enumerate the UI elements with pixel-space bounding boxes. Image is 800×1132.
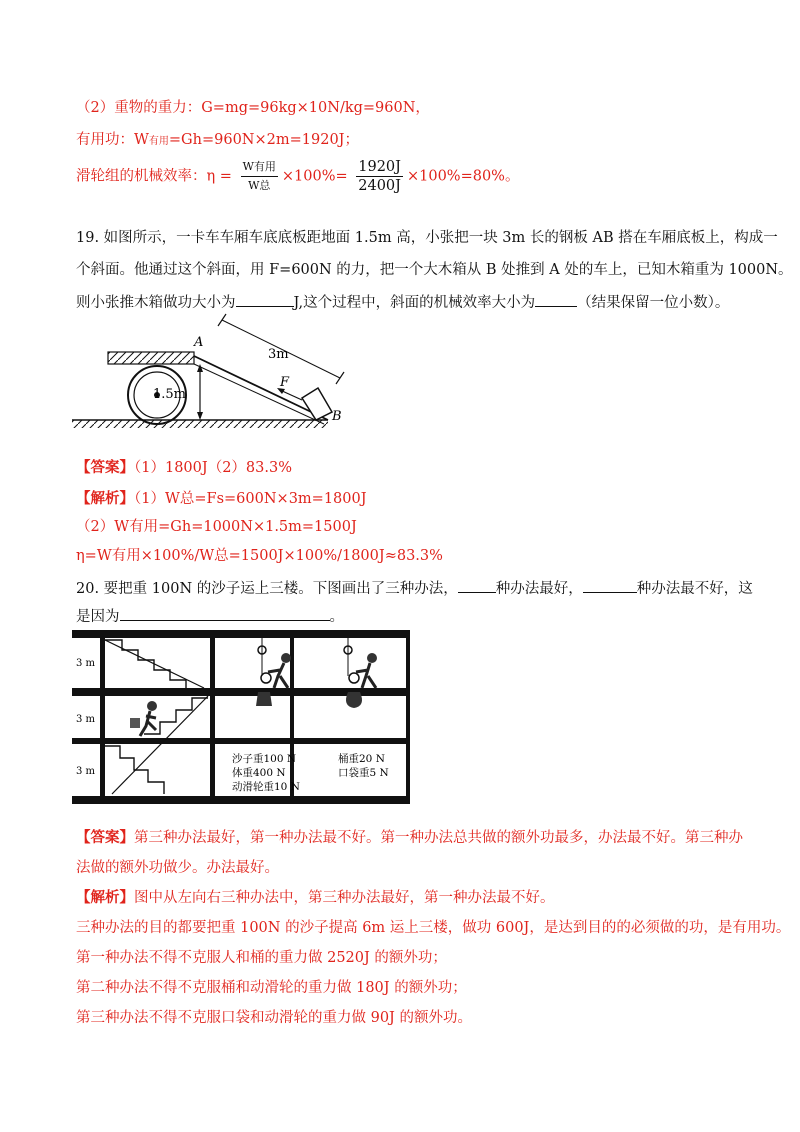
fraction-numerator: 1920J [358,159,401,175]
useful-subscript: 有用 [148,136,169,147]
answer-tag: 【答案】 [76,829,134,846]
info-body-weight: 体重400 N [232,767,286,779]
efficiency-mid: ×100%= [281,168,348,185]
q19-line-3 [76,292,729,313]
analysis-text: （1）W总=Fs=600N×3m=1800J [134,491,367,507]
q19-analysis-1 [76,489,367,509]
q19-analysis-3: η=W有用×100%/W总=1500J×100%/1800J≈83.3% [76,548,443,564]
solution-line-weight: （2）重物的重力：G=mg=96kg×10N/kg=960N， [76,100,430,116]
q20-answer-2: 法做的额外功做少。办法最好。 [76,860,279,876]
q19-line-2: 个斜面。他通过这个斜面，用 F=600N 的力，把一个大木箱从 B 处推到 A 处的车上，已知木箱重为 1000N。 [76,262,793,278]
useful-work-value: =Gh=960N×2m=1920J； [168,132,359,148]
q20-stem-c: 种办法最不好，这 [636,581,753,597]
q19-line-1: 19. 如图所示，一卡车车厢车底底板距地面 1.5m 高，小张把一块 3m 长的钢板 AB 搭在车厢底板上，构成一 [76,230,778,246]
solution-line-useful-work [76,130,359,152]
three-methods-figure [72,626,410,804]
analysis-text: 图中从左向右三种办法中，第三种办法最好，第一种办法最不好。 [134,890,555,906]
blank-worst[interactable] [583,578,637,593]
q20-stem-d: 是因为 [76,609,120,625]
answer-text: 第三种办法最好，第一种办法最不好。第一种办法总共做的额外功最多，办法最不好。第三种办 [134,830,743,846]
blank-best[interactable] [458,578,496,593]
fraction-denominator: 2400J [358,178,401,194]
info-bag-weight: 口袋重5 N [338,767,389,779]
wooden-box [302,388,332,420]
analysis-tag: 【解析】 [76,889,134,906]
q19-stem-c: （结果保留一位小数）。 [577,295,730,311]
incline-plank [194,356,328,420]
label-height: 1.5m [152,387,186,402]
efficiency-label: 滑轮组的机械效率：η = [76,168,232,185]
q20-analysis-1 [76,888,555,908]
q19-stem-b: J,这个过程中，斜面的机械效率大小为 [293,295,536,311]
fraction-denominator: W总 [248,179,271,192]
q20-analysis-4: 第二种办法不得不克服桶和动滑轮的重力做 180J 的额外功； [76,980,467,996]
floor-label-top: 3 m [76,658,96,669]
useful-work-label: 有用功：W [76,132,149,148]
q20-analysis-3: 第一种办法不得不克服人和桶的重力做 2520J 的额外功； [76,950,447,966]
floor-label-middle: 3 m [76,714,96,725]
q19-analysis-2: （2）W有用=Gh=1000N×1.5m=1500J [76,519,357,535]
q20-analysis-2: 三种办法的目的都要把重 100N 的沙子提高 6m 运上三楼，做功 600J，是达到目的的必须做的功，是有用功。 [76,920,791,936]
fraction-w-ratio [241,158,278,195]
q20-analysis-5: 第三种办法不得不克服口袋和动滑轮的重力做 90J 的额外功。 [76,1010,472,1026]
q19-answer [76,458,292,478]
answer-tag: 【答案】 [76,459,134,476]
info-sand-weight: 沙子重100 N [232,753,297,765]
q19-stem-a: 则小张推木箱做功大小为 [76,295,236,311]
label-F: F [280,375,290,390]
efficiency-result: ×100%=80%。 [406,168,520,185]
blank-work[interactable] [236,292,294,307]
solution-line-efficiency [76,158,519,195]
q20-line-2 [76,606,344,627]
blank-reason[interactable] [120,606,330,621]
floor-label-bottom: 3 m [76,766,96,777]
answer-text: （1）1800J（2）83.3% [134,460,292,476]
incline-diagram [70,312,360,430]
q20-stem-b: 种办法最好， [495,581,583,597]
info-bucket-weight: 桶重20 N [338,753,385,765]
label-length: 3m [268,347,289,362]
q20-answer-1 [76,828,743,848]
q20-stem-a: 20. 要把重 100N 的沙子运上三楼。下图画出了三种办法， [76,581,458,597]
q20-line-1 [76,578,753,599]
label-B: B [332,409,342,424]
blank-efficiency[interactable] [535,292,577,307]
label-A: A [194,335,204,350]
info-pulley-weight: 动滑轮重10 N [232,781,300,793]
truck-bed [108,352,194,364]
fraction-numerator: W有用 [241,158,278,177]
analysis-tag: 【解析】 [76,490,134,507]
fraction-values [356,158,403,195]
q20-stem-e: 。 [329,609,344,625]
